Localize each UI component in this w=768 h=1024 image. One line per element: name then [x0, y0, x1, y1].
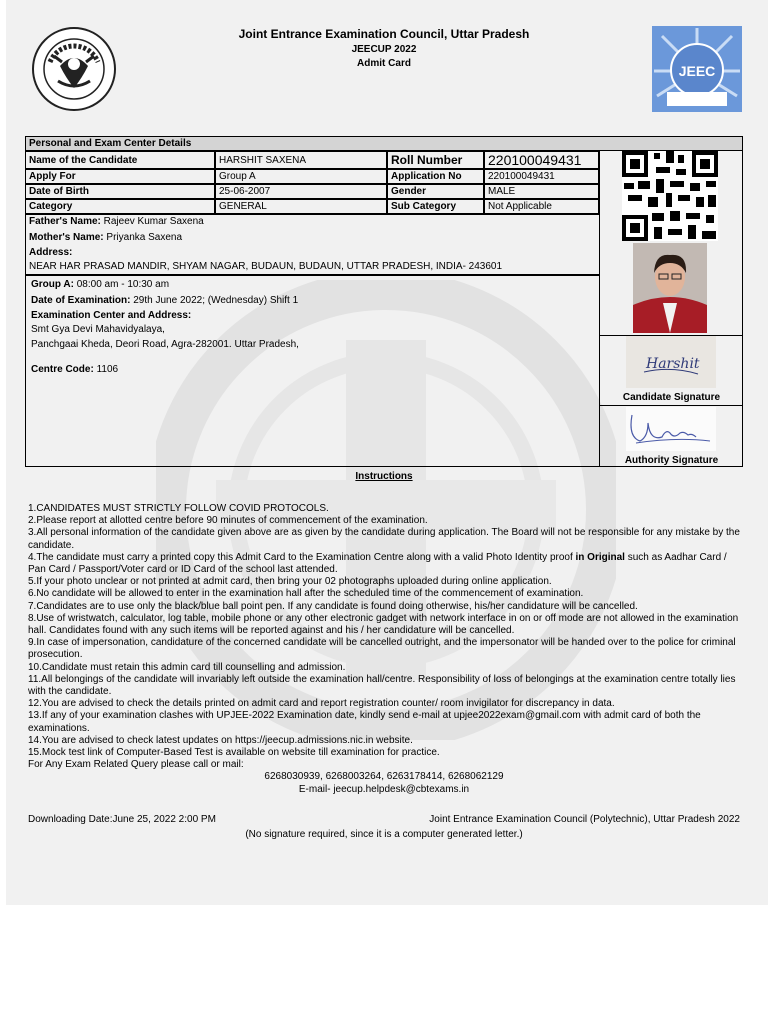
instruction-item: 5.If your photo unclear or not printed at admit card, then bring your 02 photographs uploaded during online application. [28, 576, 552, 588]
name-label: Name of the Candidate [25, 151, 215, 169]
instruction-item: 6.No candidate will be allowed to enter in the examination hall after the scheduled time of the commencement of examination. [28, 588, 584, 600]
centre-code: 1106 [96, 364, 119, 375]
mother-name: Priyanka Saxena [106, 232, 183, 243]
apply-label: Apply For [25, 169, 215, 184]
document-title: Admit Card [357, 58, 411, 69]
application-number: 220100049431 [484, 169, 599, 184]
category-label: Category [25, 199, 215, 214]
divider [600, 405, 743, 406]
instructions-list [28, 503, 740, 796]
download-date: Downloading Date:June 25, 2022 2:00 PM [28, 814, 216, 825]
qr-code-icon [622, 151, 718, 241]
instruction-item: 1.CANDIDATES MUST STRICTLY FOLLOW COVID PROTOCOLS. [28, 503, 329, 514]
computer-generated-note: (No signature required, since it is a computer generated letter.) [245, 829, 523, 840]
jeec-logo-icon [652, 26, 742, 112]
roll-number: 220100049431 [484, 151, 599, 169]
instruction-item: 15.Mock test link of Computer-Based Test is available on website till examination for practice. [28, 747, 440, 759]
instruction-item: 8.Use of wristwatch, calculator, log table, mobile phone or any other electronic gadget with network interface in on or off mode are not allowed in the examination hall. Candidates found with any such items will be reported against and his / her candidature will be cancelled. [28, 612, 739, 637]
header [0, 0, 768, 130]
group-row: Group A: 08:00 am - 10:30 am [31, 279, 170, 290]
instructions-title: Instructions [355, 471, 413, 482]
center-label: Examination Center and Address: [31, 310, 192, 321]
dob-label: Date of Birth [25, 184, 215, 199]
instruction-item: 10.Candidate must retain this admin card till counselling and admission. [28, 661, 346, 673]
council-footer: Joint Entrance Examination Council (Polytechnic), Uttar Pradesh 2022 [429, 814, 740, 825]
instruction-item: 12.You are advised to check the details printed on admit card and report registration counter/ room invigilator for discrepancy in data. [28, 698, 615, 710]
group-time: 08:00 am - 10:30 am [76, 279, 170, 290]
appno-label: Application No [387, 169, 484, 184]
candidate-photo [633, 243, 707, 333]
gender-value: MALE [484, 184, 599, 199]
mother-row: Mother's Name: Priyanka Saxena [29, 232, 183, 243]
instruction-item: 11.All belongings of the candidate will invariably left outside the examination hall/centre. Responsibility of loss of belongings at the examination centre totally lies with the candidate. [28, 673, 736, 698]
instruction-item: 3.All personal information of the candidate given above are as given by the candidate during application. The Board will not be responsible for any mistake by the candidate. [28, 527, 740, 551]
instruction-item: 14.You are advised to check latest updates on https://jeecup.admissions.nic.in website. [28, 734, 413, 746]
father-row: Father's Name: Rajeev Kumar Saxena [29, 216, 204, 227]
address-value: NEAR HAR PRASAD MANDIR, SHYAM NAGAR, BUDAUN, BUDAUN, UTTAR PRADESH, INDIA- 243601 [29, 261, 503, 272]
exam-name: JEECUP 2022 [351, 44, 417, 55]
candidate-name: HARSHIT SAXENA [215, 151, 387, 169]
candidate-signature-image [626, 336, 716, 388]
instruction-item: 7.Candidates are to use only the black/blue ball point pen. If any candidate is found doing otherwise, his/her candidature will be cancelled. [28, 600, 638, 612]
subcategory-value: Not Applicable [484, 199, 599, 214]
apply-value: Group A [215, 169, 387, 184]
instruction-item: 2.Please report at allotted centre before 90 minutes of commencement of the examination. [28, 515, 428, 527]
dob-value: 25-06-2007 [215, 184, 387, 199]
center-line-2: Panchgaai Kheda, Deori Road, Agra-282001. Uttar Pradesh, [31, 339, 299, 350]
center-line-1: Smt Gya Devi Mahavidyalaya, [31, 324, 165, 335]
category-value: GENERAL [215, 199, 387, 214]
instruction-item: 9.In case of impersonation, candidature of the concerned candidate will be cancelled outright, and the impersonator will be handed over to the police for criminal prosecution. [28, 637, 736, 661]
exam-date-row: Date of Examination: 29th June 2022; (Wednesday) Shift 1 [31, 295, 299, 306]
centre-code-row: Centre Code: 1106 [31, 364, 119, 375]
contact-phones: 6268030939, 6268003264, 6263178414, 6268062129 [264, 771, 504, 783]
instruction-item: 4.The candidate must carry a printed copy this Admit Card to the Examination Centre along with a valid Photo Identity proof in Original such as Aadhar Card / Pan Card / Passport/Voter card or ID Card of the school last attended. [28, 551, 727, 576]
svg-text:Harshit: Harshit [646, 356, 700, 372]
logo-text: JEEC [678, 63, 716, 79]
instruction-item: 13.If any of your examination clashes with UPJEE-2022 Examination date, kindly send e-mail at upjee2022exam@gmail.com with admit card of both the examinations. [28, 710, 701, 734]
address-label: Address: [29, 247, 73, 258]
exam-date: 29th June 2022; (Wednesday) Shift 1 [133, 295, 299, 306]
roll-label: Roll Number [387, 151, 484, 169]
authority-signature-label: Authority Signature [624, 455, 719, 466]
contact-email: E-mail- jeecup.helpdesk@cbtexams.in [298, 783, 470, 795]
section-title: Personal and Exam Center Details [25, 136, 743, 151]
father-name: Rajeev Kumar Saxena [103, 216, 204, 227]
column-divider [599, 151, 600, 467]
gender-label: Gender [387, 184, 484, 199]
authority-signature-image [626, 407, 716, 451]
candidate-signature-label: Candidate Signature [622, 392, 721, 403]
subcategory-label: Sub Category [387, 199, 484, 214]
instruction-item: For Any Exam Related Query please call or mail: [28, 759, 244, 771]
council-title: Joint Entrance Examination Council, Uttar Pradesh [238, 27, 530, 41]
